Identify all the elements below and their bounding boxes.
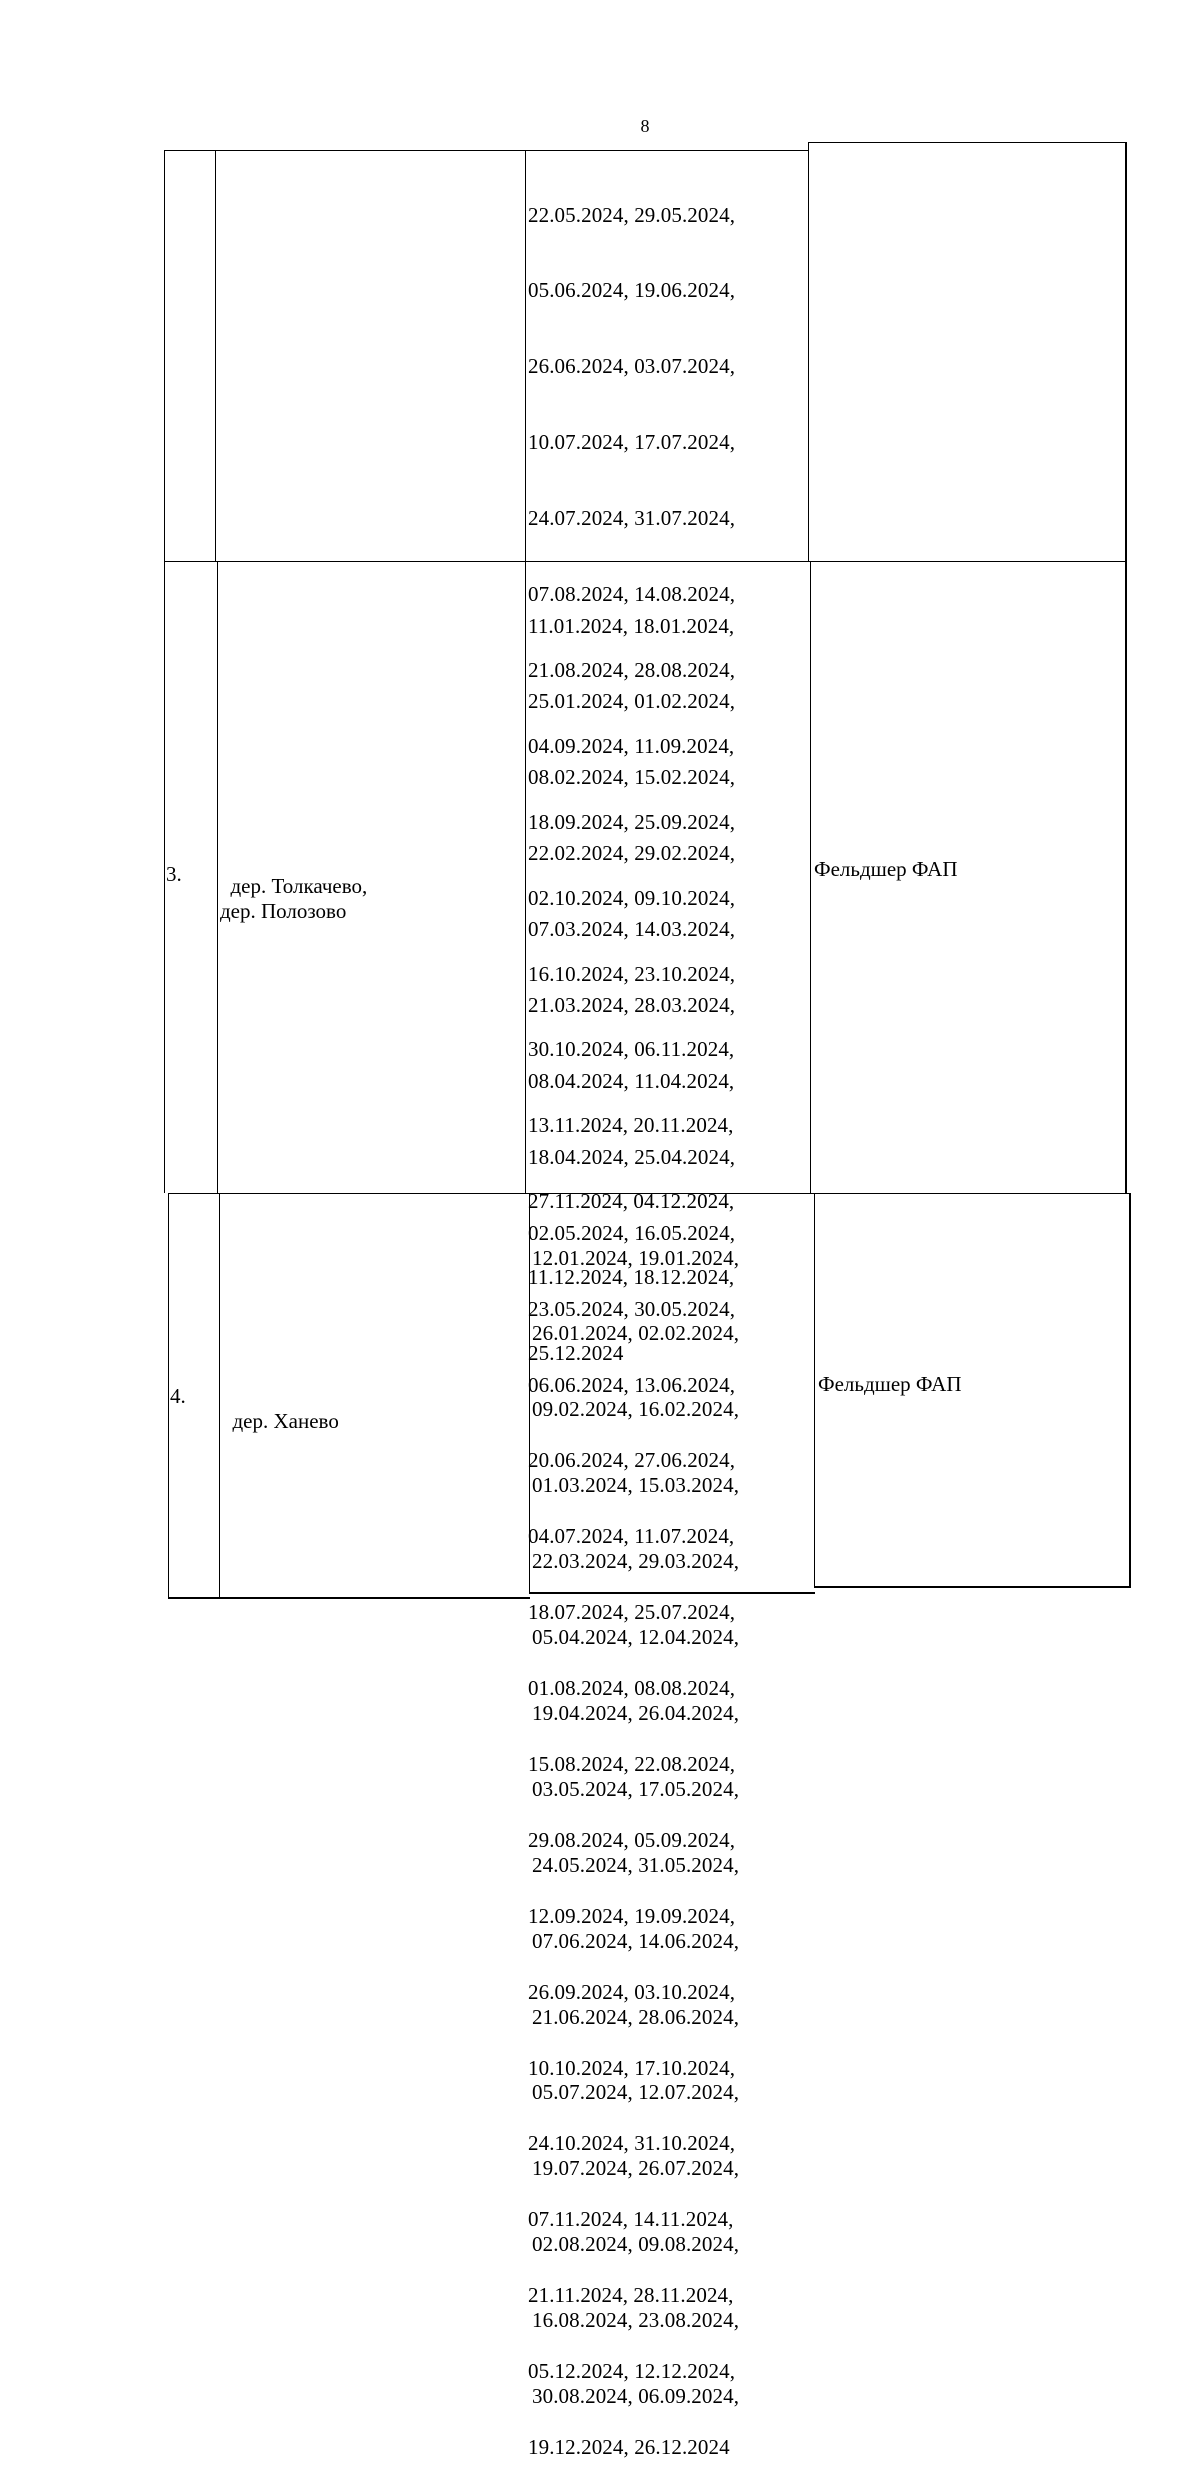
date-line: 01.08.2024, 08.08.2024, [528, 1676, 736, 1701]
table-bottom-border-middle [529, 1592, 815, 1594]
date-line: 10.10.2024, 17.10.2024, [528, 2055, 736, 2080]
date-line: 21.08.2024, 28.08.2024, [528, 657, 736, 682]
row-1-responsible-cell [808, 142, 1126, 561]
date-line: 06.06.2024, 13.06.2024, [528, 1372, 736, 1397]
date-line: 22.02.2024, 29.02.2024, [528, 841, 736, 866]
date-line: 11.12.2024, 18.12.2024, [528, 1265, 735, 1290]
responsible-name: Фельдшер ФАП [814, 857, 958, 881]
row-1-num-cell [164, 150, 215, 561]
date-line: 02.05.2024, 16.05.2024, [528, 1220, 736, 1245]
date-line: 13.11.2024, 20.11.2024, [528, 1113, 734, 1138]
date-line: 30.08.2024, 06.09.2024, [532, 2383, 740, 2408]
responsible-name: Фельдшер ФАП [818, 1372, 962, 1396]
date-line: 04.07.2024, 11.07.2024, [528, 1524, 735, 1549]
row-number: 3. [166, 862, 182, 886]
date-line: 05.12.2024, 12.12.2024, [528, 2359, 736, 2384]
date-line: 15.08.2024, 22.08.2024, [528, 1751, 736, 1776]
date-line: 24.05.2024, 31.05.2024, [532, 1852, 740, 1877]
row-3-responsible-cell [810, 561, 1126, 1193]
date-line: 22.05.2024, 29.05.2024, [528, 202, 736, 227]
row-number: 4. [170, 1384, 186, 1408]
date-line: 09.02.2024, 16.02.2024, [532, 1397, 740, 1422]
page-number: 8 [640, 116, 650, 136]
location-name: дер. Ханево [232, 1409, 339, 1433]
date-line: 05.07.2024, 12.07.2024, [532, 2080, 740, 2105]
date-line: 19.12.2024, 26.12.2024 [528, 2434, 730, 2459]
row-4-responsible-cell [814, 1193, 1130, 1587]
date-line: 25.01.2024, 01.02.2024, [528, 689, 736, 714]
date-line: 30.10.2024, 06.11.2024, [528, 1037, 735, 1062]
table-right-border-bottom [1129, 1193, 1131, 1588]
date-line: 05.04.2024, 12.04.2024, [532, 1625, 740, 1650]
date-line: 08.02.2024, 15.02.2024, [528, 765, 736, 790]
row-3-location-cell [217, 561, 525, 1193]
row-3-num-cell [164, 561, 217, 1193]
date-line: 12.01.2024, 19.01.2024, [532, 1245, 740, 1270]
date-line: 19.07.2024, 26.07.2024, [532, 2156, 740, 2181]
date-line: 03.05.2024, 17.05.2024, [532, 1776, 740, 1801]
date-line: 26.09.2024, 03.10.2024, [528, 1979, 736, 2004]
date-line: 04.09.2024, 11.09.2024, [528, 733, 735, 758]
date-line: 20.06.2024, 27.06.2024, [528, 1448, 736, 1473]
date-line: 24.10.2024, 31.10.2024, [528, 2131, 736, 2156]
table-bottom-border-left [168, 1597, 530, 1599]
date-line: 18.09.2024, 25.09.2024, [528, 809, 736, 834]
date-line: 18.04.2024, 25.04.2024, [528, 1144, 736, 1169]
date-line: 12.09.2024, 19.09.2024, [528, 1903, 736, 1928]
row-1-location-cell [215, 150, 525, 561]
date-line: 26.01.2024, 02.02.2024, [532, 1321, 740, 1346]
date-line: 07.08.2024, 14.08.2024, [528, 582, 736, 607]
date-line: 21.03.2024, 28.03.2024, [528, 993, 736, 1018]
date-line: 23.05.2024, 30.05.2024, [528, 1296, 736, 1321]
date-line: 07.03.2024, 14.03.2024, [528, 917, 736, 942]
date-line: 05.06.2024, 19.06.2024, [528, 278, 736, 303]
date-line: 16.08.2024, 23.08.2024, [532, 2308, 740, 2333]
date-line: 07.06.2024, 14.06.2024, [532, 1928, 740, 1953]
row-4-num-cell [168, 1193, 219, 1598]
date-line: 07.11.2024, 14.11.2024, [528, 2207, 734, 2232]
date-line: 10.07.2024, 17.07.2024, [528, 430, 736, 455]
date-line: 24.07.2024, 31.07.2024, [528, 506, 736, 531]
date-line: 21.11.2024, 28.11.2024, [528, 2283, 734, 2308]
date-line: 11.01.2024, 18.01.2024, [528, 613, 735, 638]
row-4-location-cell [219, 1193, 529, 1598]
date-line: 02.08.2024, 09.08.2024, [532, 2232, 740, 2257]
date-line: 27.11.2024, 04.12.2024, [528, 1189, 735, 1214]
date-line: 01.03.2024, 15.03.2024, [532, 1473, 740, 1498]
date-line: 19.04.2024, 26.04.2024, [532, 1700, 740, 1725]
table-right-border-top [1125, 142, 1127, 1193]
date-line: 29.08.2024, 05.09.2024, [528, 1827, 736, 1852]
date-line: 25.12.2024 [528, 1340, 624, 1365]
location-name: дер. Толкачево, дер. Полозово [220, 874, 368, 923]
table-bottom-border-right [814, 1586, 1131, 1588]
date-line: 02.10.2024, 09.10.2024, [528, 885, 736, 910]
date-line: 16.10.2024, 23.10.2024, [528, 961, 736, 986]
date-line: 26.06.2024, 03.07.2024, [528, 354, 736, 379]
date-line: 08.04.2024, 11.04.2024, [528, 1068, 735, 1093]
date-line: 21.06.2024, 28.06.2024, [532, 2004, 740, 2029]
date-line: 22.03.2024, 29.03.2024, [532, 1549, 740, 1574]
date-line: 18.07.2024, 25.07.2024, [528, 1600, 736, 1625]
